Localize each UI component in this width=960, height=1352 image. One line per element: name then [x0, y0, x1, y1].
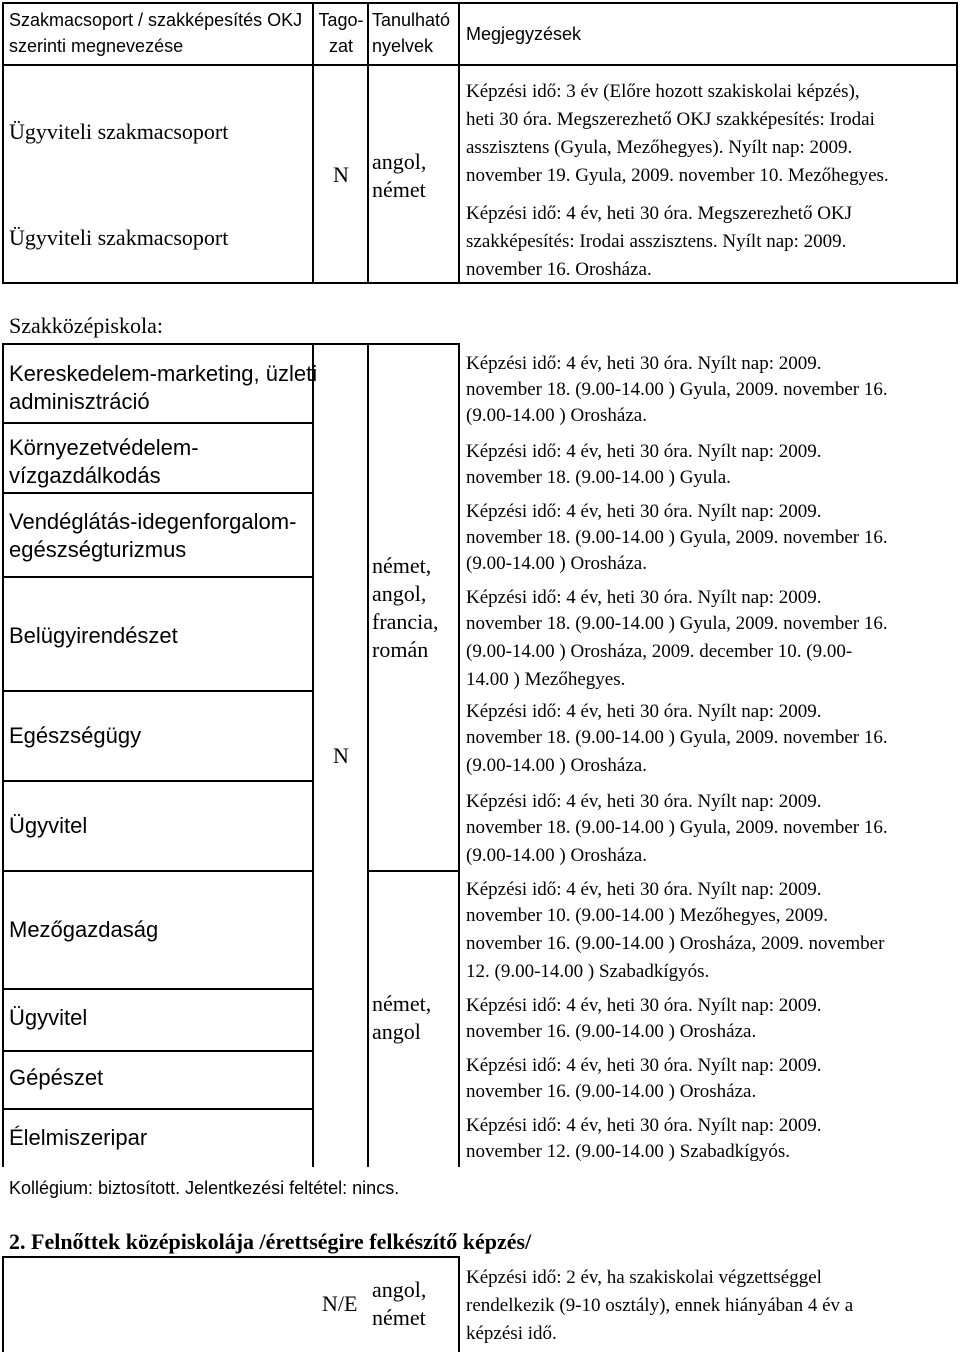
section1-lang-1: angol, [372, 149, 427, 174]
note-r5-2: november 18. (9.00-14.00 ) Gyula, 2009. november 16. [466, 727, 888, 748]
note-r5-3: (9.00-14.00 ) Orosháza. [466, 755, 647, 776]
lang-g1-4: román [372, 637, 429, 662]
row-kereskedelem-line1: Kereskedelem-marketing, üzleti [9, 361, 318, 386]
note-r7-4: 12. (9.00-14.00 ) Szabadkígyós. [466, 961, 710, 982]
section3-title: 2. Felnőttek középiskolája /érettségire felkészítő képzés/ [9, 1229, 532, 1254]
note-r9-2: november 16. (9.00-14.00 ) Orosháza. [466, 1081, 757, 1102]
section1-row2-note-1: Képzési idő: 4 év, heti 30 óra. Megszerezhető OKJ [466, 203, 853, 224]
note-r6-3: (9.00-14.00 ) Orosháza. [466, 845, 647, 866]
lang-g1-2: angol, [372, 581, 427, 606]
header-col1-line2: szerinti megnevezése [9, 36, 184, 56]
row-kereskedelem-line2: adminisztráció [9, 389, 150, 414]
row-ugyvitel-1: Ügyvitel [9, 813, 88, 838]
note-r1-3: (9.00-14.00 ) Orosháza. [466, 405, 647, 426]
section1-row2-note-3: november 16. Orosháza. [466, 259, 652, 280]
row-vendeglatas-line2: egészségturizmus [9, 537, 187, 562]
note-r3-3: (9.00-14.00 ) Orosháza. [466, 553, 647, 574]
header-col3-line2: nyelvek [372, 36, 434, 56]
section1-lang-2: német [372, 177, 426, 202]
section3-note-2: rendelkezik (9-10 osztály), ennek hiányában 4 év a [466, 1295, 854, 1316]
note-r8-1: Képzési idő: 4 év, heti 30 óra. Nyílt nap: 2009. [466, 995, 822, 1016]
note-r6-1: Képzési idő: 4 év, heti 30 óra. Nyílt nap: 2009. [466, 791, 822, 812]
row-kornyezet-line2: vízgazdálkodás [9, 463, 161, 488]
section2-form: N [333, 743, 349, 768]
note-r1-2: november 18. (9.00-14.00 ) Gyula, 2009. november 16. [466, 379, 888, 400]
row-kornyezet-line1: Környezetvédelem- [9, 435, 199, 460]
lang-g1-1: német, [372, 553, 432, 578]
section1-row1-name: Ügyviteli szakmacsoport [9, 119, 229, 144]
row-elelmiszeripar: Élelmiszeripar [9, 1125, 148, 1150]
section1-row1-note-3: asszisztens (Gyula, Mezőhegyes). Nyílt nap: 2009. [466, 137, 853, 158]
note-r10-2: november 12. (9.00-14.00 ) Szabadkígyós. [466, 1141, 790, 1162]
section1-form: N [333, 162, 349, 187]
row-ugyvitel-2: Ügyvitel [9, 1005, 88, 1030]
section3-note-1: Képzési idő: 2 év, ha szakiskolai végzettséggel [466, 1267, 822, 1288]
section2-title: Szakközépiskola: [9, 313, 163, 338]
header-col2-line2: zat [328, 36, 353, 56]
note-r8-2: november 16. (9.00-14.00 ) Orosháza. [466, 1021, 757, 1042]
note-r9-1: Képzési idő: 4 év, heti 30 óra. Nyílt nap: 2009. [466, 1055, 822, 1076]
section3-note-3: képzési idő. [466, 1323, 557, 1344]
note-r6-2: november 18. (9.00-14.00 ) Gyula, 2009. november 16. [466, 817, 888, 838]
row-mezogazdasag: Mezőgazdaság [9, 917, 159, 942]
note-r4-3: (9.00-14.00 ) Orosháza, 2009. december 10. (9.00- [466, 641, 853, 662]
note-r4-1: Képzési idő: 4 év, heti 30 óra. Nyílt nap: 2009. [466, 587, 822, 608]
note-r3-2: november 18. (9.00-14.00 ) Gyula, 2009. november 16. [466, 527, 888, 548]
section3-lang-1: angol, [372, 1277, 427, 1302]
note-r10-1: Képzési idő: 4 év, heti 30 óra. Nyílt nap: 2009. [466, 1115, 822, 1136]
section1-row1-note-2: heti 30 óra. Megszerezhető OKJ szakképesítés: Irodai [466, 109, 875, 130]
section3-form: N/E [322, 1291, 358, 1316]
note-r1-1: Képzési idő: 4 év, heti 30 óra. Nyílt nap: 2009. [466, 353, 822, 374]
row-vendeglatas-line1: Vendéglátás-idegenforgalom- [9, 509, 297, 534]
section3-lang-2: német [372, 1305, 426, 1330]
section1-row1-note-1: Képzési idő: 3 év (Előre hozott szakiskolai képzés), [466, 81, 860, 102]
header-col4: Megjegyzések [466, 24, 582, 44]
lang-g1-3: francia, [372, 609, 439, 634]
header-col2-line1: Tago- [318, 10, 364, 30]
header-col3-line1: Tanulható [372, 10, 451, 30]
note-r4-2: november 18. (9.00-14.00 ) Gyula, 2009. november 16. [466, 613, 888, 634]
row-egeszsegugy: Egészségügy [9, 723, 142, 748]
note-r3-1: Képzési idő: 4 év, heti 30 óra. Nyílt nap: 2009. [466, 501, 822, 522]
note-r2-2: november 18. (9.00-14.00 ) Gyula. [466, 467, 731, 488]
row-gepeszet: Gépészet [9, 1065, 104, 1090]
lang-g2-1: német, [372, 991, 432, 1016]
lang-g2-2: angol [372, 1019, 421, 1044]
note-r7-1: Képzési idő: 4 év, heti 30 óra. Nyílt nap: 2009. [466, 879, 822, 900]
header-col1-line1: Szakmacsoport / szakképesítés OKJ [9, 10, 303, 30]
section1-row1-note-4: november 19. Gyula, 2009. november 10. Mezőhegyes. [466, 165, 889, 186]
note-r7-2: november 10. (9.00-14.00 ) Mezőhegyes, 2009. [466, 905, 828, 926]
note-r4-4: 14.00 ) Mezőhegyes. [466, 669, 626, 690]
note-r5-1: Képzési idő: 4 év, heti 30 óra. Nyílt nap: 2009. [466, 701, 822, 722]
section2-footnote: Kollégium: biztosított. Jelentkezési feltétel: nincs. [9, 1178, 400, 1198]
section1-row2-name: Ügyviteli szakmacsoport [9, 225, 229, 250]
section1-row2-note-2: szakképesítés: Irodai asszisztens. Nyílt nap: 2009. [466, 231, 847, 252]
note-r2-1: Képzési idő: 4 év, heti 30 óra. Nyílt nap: 2009. [466, 441, 822, 462]
row-belugy: Belügyirendészet [9, 623, 178, 648]
note-r7-3: november 16. (9.00-14.00 ) Orosháza, 2009. november [466, 933, 885, 954]
